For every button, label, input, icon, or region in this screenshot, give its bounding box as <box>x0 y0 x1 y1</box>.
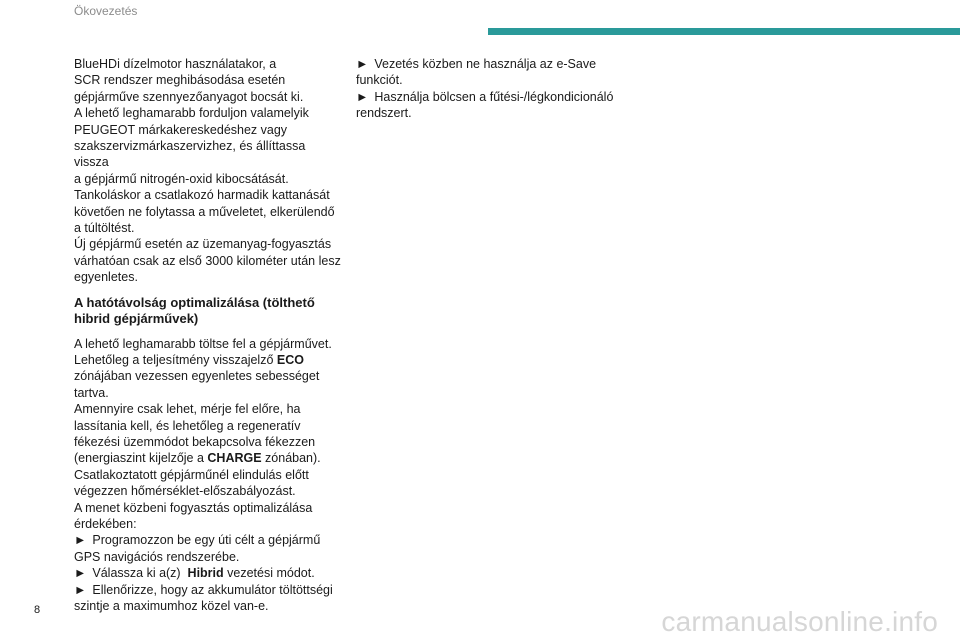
eco-label: ECO <box>276 352 304 367</box>
text-line: funkciót. <box>356 73 403 88</box>
watermark: carmanualsonline.info <box>661 606 938 637</box>
intro-line: SCR rendszer meghibásodása esetén <box>74 73 286 88</box>
heading-line: hibrid gépjárművek) <box>74 311 199 327</box>
intro-line: gépjárműve szennyezőanyagot bocsát ki. <box>74 89 304 104</box>
text-line: rendszert. <box>356 106 412 121</box>
intro-line: várhatóan csak az első 3000 kilométer után lesz <box>74 253 341 268</box>
arrow-bullet-icon: ► <box>74 533 87 548</box>
intro-line: szakszervizmárkaszervizhez, és állíttassa vissza <box>74 139 306 170</box>
hibrid-label: Hibrid <box>187 566 224 581</box>
section-accent-bar <box>488 28 960 35</box>
intro-line: PEUGEOT márkakereskedéshez vagy <box>74 122 288 137</box>
text-run: vezetési módot. <box>223 566 315 581</box>
text-line: A lehető leghamarabb töltse fel a gépjárművet. <box>74 336 332 351</box>
arrow-bullet-icon: ► <box>356 89 369 104</box>
text-line: Csatlakoztatott gépjárműnél elindulás előtt <box>74 467 309 482</box>
intro-line: A lehető leghamarabb forduljon valamelyik <box>74 106 309 121</box>
text-run: Ellenőrizze, hogy az akkumulátor töltöttségi <box>92 582 333 597</box>
section-heading <box>74 295 342 328</box>
text-line: szintje a maximumhoz közel van-e. <box>74 599 269 613</box>
intro-paragraph <box>74 56 342 286</box>
right-column <box>356 56 624 122</box>
text-run: zónában). <box>261 451 321 466</box>
text-line: fékezési üzemmódot bekapcsolva fékezzen <box>74 434 316 449</box>
text-line: érdekében: <box>74 516 137 531</box>
body-paragraph <box>74 336 342 615</box>
text-run: Programozzon be egy úti célt a gépjármű <box>92 533 321 548</box>
page-number: 8 <box>34 604 41 616</box>
text-line: A menet közbeni fogyasztás optimalizálása <box>74 500 313 515</box>
intro-line: BlueHDi dízelmotor használatakor, a <box>74 57 277 71</box>
intro-line: a gépjármű nitrogén-oxid kibocsátását. <box>74 171 289 186</box>
intro-line: a túltöltést. <box>74 221 135 236</box>
heading-line: A hatótávolság optimalizálása (tölthető <box>74 294 315 310</box>
intro-line: Tankoláskor a csatlakozó harmadik kattanását <box>74 188 330 203</box>
intro-line: követően ne folytassa a műveletet, elkerülendő <box>74 204 335 219</box>
text-line: lassítania kell, és lehetőleg a regeneratív <box>74 418 301 433</box>
text-run: Vezetés közben ne használja az e-Save <box>374 57 597 71</box>
charge-label: CHARGE <box>207 451 262 466</box>
text-line: zónájában vezessen egyenletes sebességet <box>74 369 320 384</box>
text-run: (energiaszint kijelzője a <box>74 451 208 466</box>
intro-line: Új gépjármű esetén az üzemanyag-fogyasztás <box>74 237 332 252</box>
text-line: tartva. <box>74 385 109 400</box>
text-run: Használja bölcsen a fűtési-/légkondicionáló <box>374 89 614 104</box>
text-line: Amennyire csak lehet, mérje fel előre, ha <box>74 402 301 417</box>
section-title: Ökovezetés <box>74 4 138 18</box>
arrow-bullet-icon: ► <box>74 566 87 581</box>
arrow-bullet-icon: ► <box>356 57 369 71</box>
text-run: Válassza ki a(z) <box>92 566 188 581</box>
arrow-bullet-icon: ► <box>74 582 87 597</box>
intro-line: egyenletes. <box>74 270 138 285</box>
text-line: végezzen hőmérséklet-előszabályozást. <box>74 484 296 499</box>
bullet-paragraph <box>356 56 624 122</box>
left-column <box>74 56 342 614</box>
text-run: Lehetőleg a teljesítmény visszajelző <box>74 352 277 367</box>
text-line: GPS navigációs rendszerébe. <box>74 549 240 564</box>
